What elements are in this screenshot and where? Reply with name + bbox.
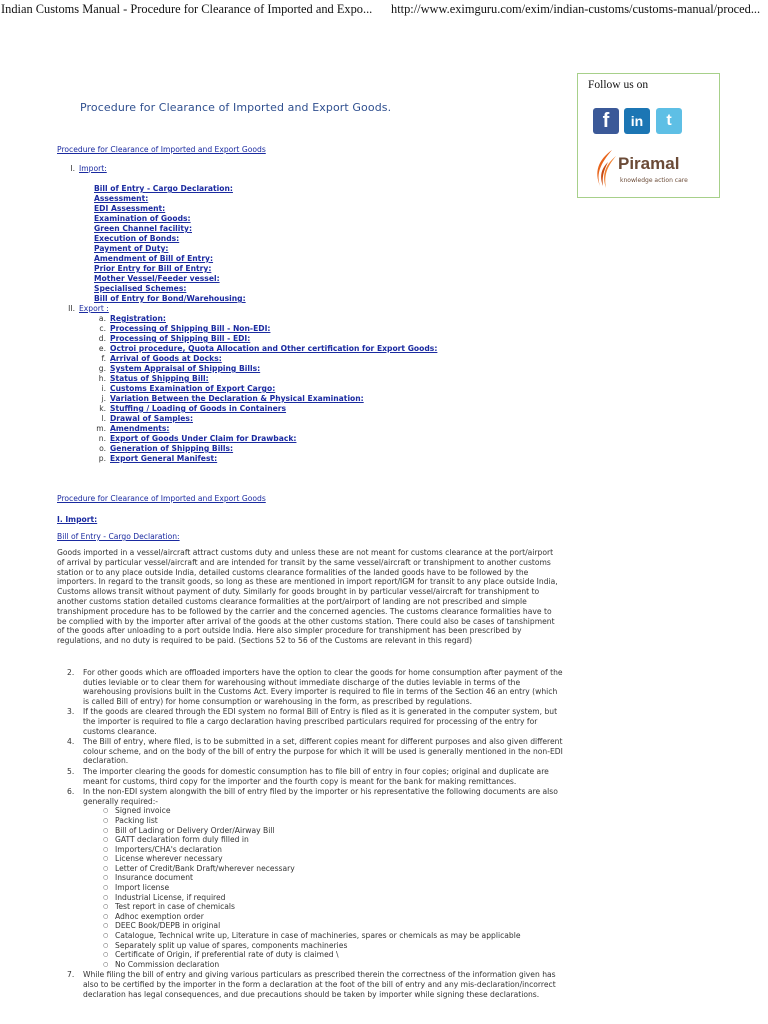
export-toc-item xyxy=(92,374,437,384)
export-toc-item xyxy=(92,444,437,454)
item-number: 6. xyxy=(67,787,75,797)
export-toc-item xyxy=(92,354,437,364)
import-toc-link[interactable]: Assessment: xyxy=(94,194,149,203)
page-title: Procedure for Clearance of Imported and Export Goods. xyxy=(80,101,392,114)
document-item: ○ Adhoc exemption order xyxy=(83,912,563,922)
export-toc-marker: l. xyxy=(101,414,106,423)
import-toc-item xyxy=(94,284,246,294)
export-toc-marker: m. xyxy=(96,424,106,433)
export-toc-link[interactable]: Arrival of Goods at Docks: xyxy=(110,354,222,363)
export-toc-list xyxy=(92,314,437,464)
export-toc-item xyxy=(92,344,437,354)
export-toc-marker: j. xyxy=(101,394,106,403)
item-number: 3. xyxy=(67,707,75,717)
export-toc-link[interactable]: Variation Between the Declaration & Physical Examination: xyxy=(110,394,364,403)
item-text: While filing the bill of entry and giving various particulars as prescribed therein the correctness of the information given has also to be certified by the importer in the form a declaration at the foot of the bill of entry and any mis-declaration/incorrect declaration has legal consequences, and due precautions should be taken by importer while signing these declarations. xyxy=(83,970,556,999)
twitter-icon[interactable]: t xyxy=(656,108,682,134)
export-toc-label xyxy=(57,304,109,313)
export-toc-marker: d. xyxy=(98,334,106,343)
import-toc-link[interactable]: Specialised Schemes: xyxy=(94,284,187,293)
import-toc-item xyxy=(94,184,246,194)
export-toc-link[interactable]: System Appraisal of Shipping Bills: xyxy=(110,364,261,373)
import-toc-item xyxy=(94,204,246,214)
export-toc-link[interactable]: Stuffing / Loading of Goods in Containers xyxy=(110,404,287,413)
item-number: 5. xyxy=(67,766,75,776)
export-toc-item xyxy=(92,454,437,464)
piramal-name: Piramal xyxy=(618,154,680,173)
export-toc-marker: f. xyxy=(101,354,106,363)
export-toc-link[interactable]: Processing of Shipping Bill - EDI: xyxy=(110,334,251,343)
toc-heading-link[interactable]: Procedure for Clearance of Imported and Export Goods xyxy=(57,145,266,154)
facebook-icon[interactable]: f xyxy=(593,108,619,134)
export-toc-link[interactable]: Generation of Shipping Bills: xyxy=(110,444,234,453)
export-toc-marker: i. xyxy=(101,384,106,393)
follow-us-box xyxy=(577,73,720,198)
export-toc-marker: e. xyxy=(98,344,106,353)
import-toc-item xyxy=(94,244,246,254)
export-toc-item xyxy=(92,424,437,434)
item-text: The importer clearing the goods for domestic consumption has to file bill of entry in four copies; original and duplicate are meant for customs, third copy for the importer and the fourth copy is meant for the bank for making remittances. xyxy=(83,766,549,786)
import-toc-link[interactable]: Bill of Entry - Cargo Declaration: xyxy=(94,184,233,193)
export-toc-marker: c. xyxy=(99,324,106,333)
item-text: For other goods which are offloaded importers have the option to clear the goods for home consumption after payment of the duties leviable or to clear them for warehousing without immediate discharge of the duties leviable in terms of the warehousing provisions built in the Customs Act. Every importer is required to file in terms of the Section 46 an entry (which is called Bill of entry) for home consumption or warehousing in the form, as prescribed by regulations. xyxy=(83,668,563,706)
document-item: ○ No Commission declaration xyxy=(83,960,563,970)
import-toc-link[interactable]: EDI Assessment: xyxy=(94,204,166,213)
import-toc-link[interactable]: Bill of Entry for Bond/Warehousing: xyxy=(94,294,246,303)
item-text: In the non-EDI system alongwith the bill of entry filed by the importer or his representative the following documents are also generally required:- xyxy=(83,787,558,806)
numbered-item xyxy=(57,767,563,786)
export-toc-marker: k. xyxy=(99,404,106,413)
second-heading-link[interactable]: Procedure for Clearance of Imported and Export Goods xyxy=(57,494,266,503)
document-item: ○ GATT declaration form duly filled in xyxy=(83,835,563,845)
document-item: ○ DEEC Book/DEPB in original xyxy=(83,921,563,931)
export-toc-item xyxy=(92,334,437,344)
import-toc-item xyxy=(94,254,246,264)
export-marker: II. xyxy=(68,304,75,313)
import-toc-item xyxy=(94,214,246,224)
item-number: 4. xyxy=(67,737,75,747)
import-toc-item xyxy=(94,294,246,304)
numbered-item xyxy=(57,707,563,736)
export-toc-link[interactable]: Drawal of Samples: xyxy=(110,414,193,423)
export-toc-item xyxy=(92,434,437,444)
export-toc-item xyxy=(92,394,437,404)
export-toc-link[interactable]: Processing of Shipping Bill - Non-EDI: xyxy=(110,324,271,333)
document-item: ○ Bill of Lading or Delivery Order/Airway Bill xyxy=(83,826,563,836)
print-header-title: Indian Customs Manual - Procedure for Clearance of Imported and Expo... xyxy=(1,2,373,16)
import-link[interactable]: Import: xyxy=(79,164,107,173)
linkedin-icon[interactable]: in xyxy=(624,108,650,134)
import-toc-list xyxy=(94,184,246,304)
export-toc-link[interactable]: Export General Manifest: xyxy=(110,454,218,463)
intro-paragraph: Goods imported in a vessel/aircraft attract customs duty and unless these are not meant for customs clearance at the port/airport of arrival by particular vessel/aircraft and are intended for transit by the same vessel/aircraft or transhipment to another customs station or to any place outside India, detailed customs clearance formalities of the landed goods have to be followed by the importers. In regard to the transit goods, so long as these are mentioned in import report/IGM for transit to any place outside India, Customs allows transit without payment of duty. Similarly for goods brought in by particular vessel/aircraft for transhipment to another customs station detailed customs clearance formalities at the port/airport of landing are not prescribed and simple transhipment procedure has to be followed by the carrier and the concerned agencies. The customs clearance formalities have to be complied with by the importer after arrival of the goods at the other customs station. There could also be cases of tanshipment of the goods after unloading to a port outside India. Here also simpler procedure for transhipment has been prescribed by regulations, and no duty is required to be paid. (Sections 52 to 56 of the Customs are relevant in this regard) xyxy=(57,548,558,646)
document-item: ○ Signed invoice xyxy=(83,806,563,816)
export-toc-link[interactable]: Amendments: xyxy=(110,424,170,433)
numbered-item xyxy=(57,737,563,766)
numbered-item xyxy=(57,787,563,969)
document-item: ○ Importers/CHA's declaration xyxy=(83,845,563,855)
item-text: If the goods are cleared through the EDI system no formal Bill of Entry is filed as it is generated in the computer system, but the importer is required to file a cargo declaration having prescribed particulars required for processing of the entry for customs clearance. xyxy=(83,707,558,736)
export-toc-link[interactable]: Status of Shipping Bill: xyxy=(110,374,209,383)
item-text: The Bill of entry, where filed, is to be submitted in a set, different copies meant for different purposes and also given different colour scheme, and on the body of the bill of entry the purpose for which it will be used is generally mentioned in the non-EDI declaration. xyxy=(83,737,563,766)
document-item: ○ Test report in case of chemicals xyxy=(83,902,563,912)
import-toc-link[interactable]: Prior Entry for Bill of Entry: xyxy=(94,264,212,273)
import-toc-label xyxy=(57,164,107,173)
import-marker: I. xyxy=(70,164,75,173)
item-number: 7. xyxy=(67,970,75,980)
piramal-logo[interactable] xyxy=(590,146,714,194)
print-header-url: http://www.eximguru.com/exim/indian-customs/customs-manual/proced... xyxy=(391,2,761,16)
bill-heading-link[interactable]: Bill of Entry - Cargo Declaration: xyxy=(57,532,180,541)
import-toc-item xyxy=(94,234,246,244)
item-number: 2. xyxy=(67,668,75,677)
import-toc-link[interactable]: Mother Vessel/Feeder vessel: xyxy=(94,274,220,283)
export-toc-marker: p. xyxy=(98,454,106,463)
import-toc-link[interactable]: Green Channel facility: xyxy=(94,224,192,233)
export-toc-item xyxy=(92,364,437,374)
print-header xyxy=(0,0,768,20)
export-toc-marker: a. xyxy=(98,314,106,323)
document-item: ○ Letter of Credit/Bank Draft/wherever necessary xyxy=(83,864,563,874)
import-toc-link[interactable]: Payment of Duty: xyxy=(94,244,169,253)
export-toc-link[interactable]: Octroi procedure, Quota Allocation and Other certification for Export Goods: xyxy=(110,344,438,353)
export-toc-marker: n. xyxy=(98,434,106,443)
numbered-item xyxy=(57,668,563,706)
numbered-item xyxy=(57,970,563,999)
document-item: ○ Catalogue, Technical write up, Literature in case of machineries, spares or chemicals as may be applicable xyxy=(83,931,563,941)
document-item: ○ Insurance document xyxy=(83,873,563,883)
export-toc-link[interactable]: Export of Goods Under Claim for Drawback: xyxy=(110,434,297,443)
import-toc-item xyxy=(94,264,246,274)
import-toc-item xyxy=(94,224,246,234)
documents-list xyxy=(83,806,563,969)
document-item: ○ License wherever necessary xyxy=(83,854,563,864)
export-toc-item xyxy=(92,384,437,394)
document-item: ○ Separately split up value of spares, components machineries xyxy=(83,941,563,951)
follow-us-label: Follow us on xyxy=(588,79,649,91)
export-toc-marker: g. xyxy=(98,364,106,373)
export-toc-marker: h. xyxy=(98,374,106,383)
import-toc-link[interactable]: Amendment of Bill of Entry: xyxy=(94,254,214,263)
piramal-tagline: knowledge action care xyxy=(620,177,688,184)
document-item: ○ Import license xyxy=(83,883,563,893)
import-toc-item xyxy=(94,194,246,204)
export-toc-item xyxy=(92,314,437,324)
export-toc-link[interactable]: Registration: xyxy=(110,314,166,323)
document-item: ○ Packing list xyxy=(83,816,563,826)
export-toc-item xyxy=(92,324,437,334)
export-toc-item xyxy=(92,404,437,414)
import-heading-link[interactable]: I. Import: xyxy=(57,515,98,524)
document-item: ○ Industrial License, if required xyxy=(83,893,563,903)
export-link[interactable]: Export : xyxy=(79,304,109,313)
document-item: ○ Certificate of Origin, if preferential rate of duty is claimed \ xyxy=(83,950,563,960)
import-toc-link[interactable]: Execution of Bonds: xyxy=(94,234,180,243)
import-toc-item xyxy=(94,274,246,284)
numbered-list xyxy=(57,668,563,1000)
export-toc-item xyxy=(92,414,437,424)
import-toc-link[interactable]: Examination of Goods: xyxy=(94,214,191,223)
export-toc-marker: o. xyxy=(99,444,106,453)
piramal-flame-icon xyxy=(590,146,620,194)
export-toc-link[interactable]: Customs Examination of Export Cargo: xyxy=(110,384,276,393)
